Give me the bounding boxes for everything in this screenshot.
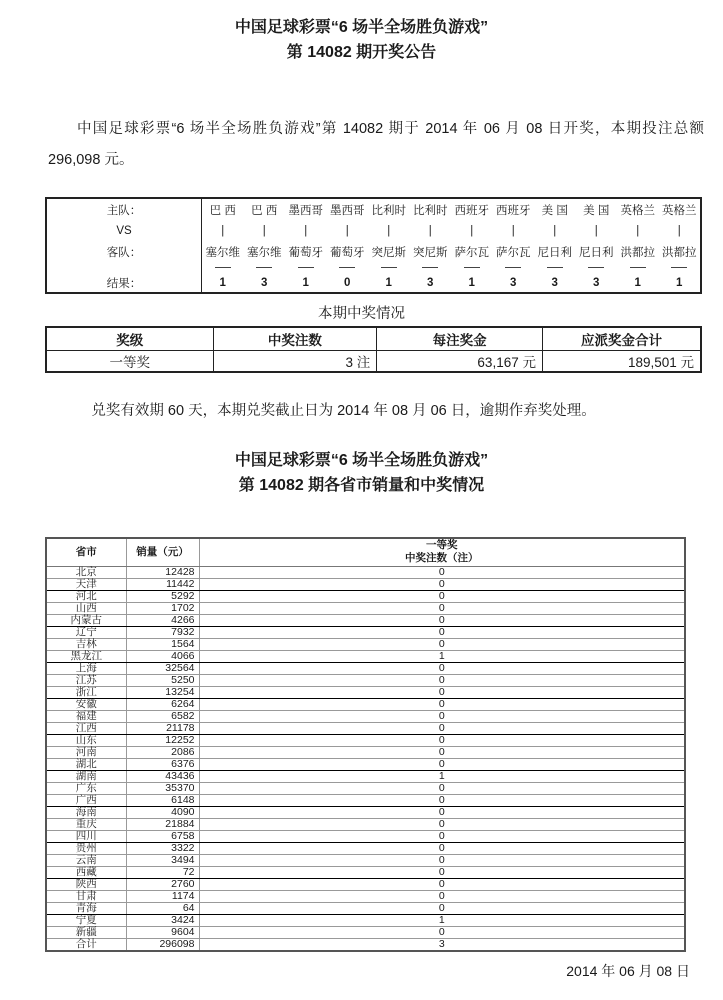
col-header-first-prize — [199, 538, 685, 566]
province-name: 湖南 — [46, 770, 126, 782]
separator-dash-line — [588, 267, 604, 268]
match-result: 0 — [344, 276, 351, 289]
province-first-prize-count: 0 — [199, 854, 685, 866]
province-row — [46, 590, 685, 602]
province-name: 宁夏 — [46, 914, 126, 926]
province-sales: 1702 — [126, 602, 199, 614]
province-sales: 2760 — [126, 878, 199, 890]
separator-dash-line — [215, 267, 231, 268]
province-row — [46, 770, 685, 782]
province-name: 黑龙江 — [46, 650, 126, 662]
announcement-title-line2: 第 14082 期开奖公告 — [286, 44, 437, 61]
prize-col-per: 每注奖金 — [377, 327, 543, 350]
province-first-prize-count: 1 — [199, 770, 685, 782]
match-home-team: 美 国 — [583, 204, 610, 217]
province-name: 山东 — [46, 734, 126, 746]
separator-dash — [659, 262, 701, 273]
province-row — [46, 734, 685, 746]
province-first-prize-count: 0 — [199, 602, 685, 614]
province-row — [46, 746, 685, 758]
sales-title-line2: 第 14082 期各省市销量和中奖情况 — [238, 477, 485, 494]
province-sales: 6148 — [126, 794, 199, 806]
separator-dash-line — [298, 267, 314, 268]
province-row — [46, 638, 685, 650]
province-row — [46, 830, 685, 842]
prize-data-row — [46, 350, 701, 372]
prize-col-total: 应派奖金合计 — [542, 327, 701, 350]
province-name: 广东 — [46, 782, 126, 794]
match-result: 1 — [302, 276, 309, 289]
province-name: 安徽 — [46, 698, 126, 710]
province-row — [46, 938, 685, 951]
province-sales: 12252 — [126, 734, 199, 746]
match-home-team: 西班牙 — [454, 204, 489, 217]
separator-dash-line — [547, 267, 563, 268]
province-sales: 64 — [126, 902, 199, 914]
province-row — [46, 578, 685, 590]
sales-section-title — [0, 448, 723, 498]
province-tbody — [46, 566, 685, 951]
province-row — [46, 686, 685, 698]
match-result: 1 — [219, 276, 226, 289]
vs-symbol: | — [511, 224, 515, 237]
intro-paragraph: 中国足球彩票“6 场半全场胜负游戏”第 14082 期于 2014 年 06 月 08 日开奖，本期投注总额 296,098 元。 — [48, 121, 704, 168]
match-result: 3 — [427, 276, 434, 289]
match-home-team: 西班牙 — [496, 204, 531, 217]
province-sales: 43436 — [126, 770, 199, 782]
match-home-team: 比利时 — [413, 204, 448, 217]
province-sales: 72 — [126, 866, 199, 878]
province-sales: 11442 — [126, 578, 199, 590]
province-sales: 5250 — [126, 674, 199, 686]
province-first-prize-count: 0 — [199, 830, 685, 842]
province-first-prize-count: 3 — [199, 938, 685, 951]
match-result: 1 — [385, 276, 392, 289]
separator-dash-line — [505, 267, 521, 268]
vs-symbol: | — [262, 224, 266, 237]
province-first-prize-count: 0 — [199, 686, 685, 698]
vs-symbol: | — [636, 224, 640, 237]
province-row — [46, 662, 685, 674]
province-sales: 13254 — [126, 686, 199, 698]
match-home-team: 墨西哥 — [330, 204, 365, 217]
match-result: 3 — [261, 276, 268, 289]
province-name: 北京 — [46, 566, 126, 578]
col-header-first-prize-line1: 一等奖 — [426, 539, 458, 552]
province-row — [46, 794, 685, 806]
province-first-prize-count: 0 — [199, 782, 685, 794]
announcement-title — [0, 15, 723, 65]
province-first-prize-count: 0 — [199, 590, 685, 602]
province-first-prize-count: 0 — [199, 566, 685, 578]
match-home-team: 墨西哥 — [288, 204, 323, 217]
separator-dash-line — [256, 267, 272, 268]
separator-dash-line — [381, 267, 397, 268]
province-first-prize-count: 0 — [199, 698, 685, 710]
match-row-label: 客队： — [47, 241, 202, 262]
prize-section-title: 本期中奖情况 — [318, 306, 405, 322]
province-sales: 7932 — [126, 626, 199, 638]
province-name: 云南 — [46, 854, 126, 866]
separator-dash — [327, 262, 369, 273]
province-sales: 6376 — [126, 758, 199, 770]
province-row — [46, 722, 685, 734]
province-name: 江苏 — [46, 674, 126, 686]
province-first-prize-count: 0 — [199, 722, 685, 734]
province-row — [46, 650, 685, 662]
validity-paragraph: 兑奖有效期 60 天，本期兑奖截止日为 2014 年 08 月 06 日，逾期作弃奖处理。 — [91, 403, 596, 419]
province-row — [46, 602, 685, 614]
province-sales: 12428 — [126, 566, 199, 578]
sales-title-line1: 中国足球彩票“6 场半全场胜负游戏” — [234, 452, 489, 469]
separator-dash-line — [671, 267, 687, 268]
province-first-prize-count: 0 — [199, 674, 685, 686]
prize-per-amount: 63,167 元 — [377, 350, 543, 372]
province-first-prize-count: 0 — [199, 662, 685, 674]
province-first-prize-count: 0 — [199, 746, 685, 758]
separator-dash-line — [339, 267, 355, 268]
province-name: 合计 — [46, 938, 126, 951]
province-row — [46, 866, 685, 878]
province-name: 青海 — [46, 902, 126, 914]
province-row — [46, 698, 685, 710]
separator-dash — [576, 262, 618, 273]
province-name: 吉林 — [46, 638, 126, 650]
province-sales: 9604 — [126, 926, 199, 938]
province-row — [46, 902, 685, 914]
province-row — [46, 926, 685, 938]
province-row — [46, 674, 685, 686]
province-first-prize-count: 0 — [199, 578, 685, 590]
province-sales: 4266 — [126, 614, 199, 626]
province-sales: 6758 — [126, 830, 199, 842]
province-first-prize-count: 0 — [199, 758, 685, 770]
province-name: 海南 — [46, 806, 126, 818]
match-home-team: 英格兰 — [620, 204, 655, 217]
province-name: 湖北 — [46, 758, 126, 770]
separator-dash — [493, 262, 535, 273]
province-first-prize-count: 0 — [199, 818, 685, 830]
prize-total-amount: 189,501 元 — [542, 350, 701, 372]
match-result: 1 — [468, 276, 475, 289]
match-away-team: 尼日利 — [537, 246, 572, 259]
col-header-first-prize-line2: 中奖注数（注） — [405, 552, 479, 565]
match-result: 3 — [551, 276, 558, 289]
match-away-team: 萨尔瓦 — [496, 246, 531, 259]
province-sales: 35370 — [126, 782, 199, 794]
province-row — [46, 626, 685, 638]
province-row — [46, 818, 685, 830]
match-away-team: 塞尔维 — [205, 246, 240, 259]
province-name: 四川 — [46, 830, 126, 842]
match-home-team: 巴 西 — [209, 204, 236, 217]
separator-dash — [202, 262, 244, 273]
province-first-prize-count: 0 — [199, 866, 685, 878]
province-sales: 2086 — [126, 746, 199, 758]
separator-dash — [285, 262, 327, 273]
province-sales: 296098 — [126, 938, 199, 951]
match-home-team: 比利时 — [371, 204, 406, 217]
separator-dash — [368, 262, 410, 273]
separator-dash-line — [630, 267, 646, 268]
prize-col-level: 奖级 — [46, 327, 213, 350]
province-first-prize-count: 0 — [199, 926, 685, 938]
province-name: 新疆 — [46, 926, 126, 938]
province-name: 福建 — [46, 710, 126, 722]
province-header-row — [46, 538, 685, 566]
province-first-prize-count: 0 — [199, 806, 685, 818]
match-row-label: 结果： — [47, 273, 202, 292]
col-header-province: 省市 — [46, 538, 126, 566]
province-name: 天津 — [46, 578, 126, 590]
match-home-team: 巴 西 — [251, 204, 278, 217]
province-name: 河南 — [46, 746, 126, 758]
province-first-prize-count: 0 — [199, 878, 685, 890]
match-away-team: 突尼斯 — [371, 246, 406, 259]
province-row — [46, 914, 685, 926]
prize-col-count: 中奖注数 — [213, 327, 377, 350]
province-name: 河北 — [46, 590, 126, 602]
separator-dash — [410, 262, 452, 273]
province-first-prize-count: 1 — [199, 914, 685, 926]
province-sales: 6264 — [126, 698, 199, 710]
province-first-prize-count: 1 — [199, 650, 685, 662]
province-row — [46, 710, 685, 722]
announcement-title-line1: 中国足球彩票“6 场半全场胜负游戏” — [234, 19, 489, 36]
prize-level: 一等奖 — [46, 350, 213, 372]
prize-table — [45, 326, 702, 373]
match-row-label: 主队： — [47, 199, 202, 220]
province-first-prize-count: 0 — [199, 842, 685, 854]
match-away-team: 葡萄牙 — [288, 246, 323, 259]
prize-header-row — [46, 327, 701, 350]
province-name: 重庆 — [46, 818, 126, 830]
match-results-table — [45, 197, 702, 294]
province-row — [46, 878, 685, 890]
province-first-prize-count: 0 — [199, 614, 685, 626]
match-away-team: 突尼斯 — [413, 246, 448, 259]
vs-symbol: | — [304, 224, 308, 237]
province-row — [46, 782, 685, 794]
province-row — [46, 806, 685, 818]
province-first-prize-count: 0 — [199, 794, 685, 806]
separator-dash — [534, 262, 576, 273]
separator-dash — [244, 262, 286, 273]
province-row — [46, 890, 685, 902]
match-away-team: 塞尔维 — [247, 246, 282, 259]
province-sales: 4066 — [126, 650, 199, 662]
province-sales: 32564 — [126, 662, 199, 674]
match-away-team: 萨尔瓦 — [454, 246, 489, 259]
match-result: 3 — [510, 276, 517, 289]
province-first-prize-count: 0 — [199, 626, 685, 638]
province-name: 西藏 — [46, 866, 126, 878]
province-row — [46, 566, 685, 578]
match-away-team: 洪都拉 — [620, 246, 655, 259]
province-sales: 1564 — [126, 638, 199, 650]
province-name: 内蒙古 — [46, 614, 126, 626]
province-sales: 3494 — [126, 854, 199, 866]
separator-dash-line — [422, 267, 438, 268]
match-home-team: 英格兰 — [662, 204, 697, 217]
province-first-prize-count: 0 — [199, 638, 685, 650]
vs-symbol: | — [221, 224, 225, 237]
separator-dash-line — [464, 267, 480, 268]
province-first-prize-count: 0 — [199, 890, 685, 902]
province-name: 辽宁 — [46, 626, 126, 638]
match-row-label — [47, 262, 202, 273]
footer-date: 2014 年 06 月 08 日 — [566, 963, 690, 979]
province-name: 山西 — [46, 602, 126, 614]
match-row-label: VS — [47, 220, 202, 241]
vs-symbol: | — [594, 224, 598, 237]
province-row — [46, 614, 685, 626]
province-name: 陕西 — [46, 878, 126, 890]
province-sales: 21884 — [126, 818, 199, 830]
province-first-prize-count: 0 — [199, 902, 685, 914]
province-sales: 3424 — [126, 914, 199, 926]
match-away-team: 尼日利 — [579, 246, 614, 259]
province-name: 甘肃 — [46, 890, 126, 902]
province-name: 贵州 — [46, 842, 126, 854]
match-home-team: 美 国 — [541, 204, 568, 217]
separator-dash — [617, 262, 659, 273]
vs-symbol: | — [677, 224, 681, 237]
match-away-team: 葡萄牙 — [330, 246, 365, 259]
province-sales: 1174 — [126, 890, 199, 902]
match-away-team: 洪都拉 — [662, 246, 697, 259]
province-name: 江西 — [46, 722, 126, 734]
vs-symbol: | — [387, 224, 391, 237]
vs-symbol: | — [553, 224, 557, 237]
province-first-prize-count: 0 — [199, 710, 685, 722]
province-row — [46, 842, 685, 854]
province-first-prize-count: 0 — [199, 734, 685, 746]
vs-symbol: | — [470, 224, 474, 237]
match-result: 3 — [593, 276, 600, 289]
vs-symbol: | — [345, 224, 349, 237]
match-result: 1 — [634, 276, 641, 289]
province-sales: 3322 — [126, 842, 199, 854]
province-sales-table — [45, 537, 686, 952]
vs-symbol: | — [428, 224, 432, 237]
province-row — [46, 854, 685, 866]
separator-dash — [451, 262, 493, 273]
province-name: 浙江 — [46, 686, 126, 698]
province-row — [46, 758, 685, 770]
province-sales: 6582 — [126, 710, 199, 722]
prize-winner-count: 3 注 — [213, 350, 377, 372]
match-result: 1 — [676, 276, 683, 289]
province-sales: 5292 — [126, 590, 199, 602]
province-sales: 4090 — [126, 806, 199, 818]
province-name: 广西 — [46, 794, 126, 806]
province-sales: 21178 — [126, 722, 199, 734]
col-header-sales: 销量（元） — [126, 538, 199, 566]
province-name: 上海 — [46, 662, 126, 674]
